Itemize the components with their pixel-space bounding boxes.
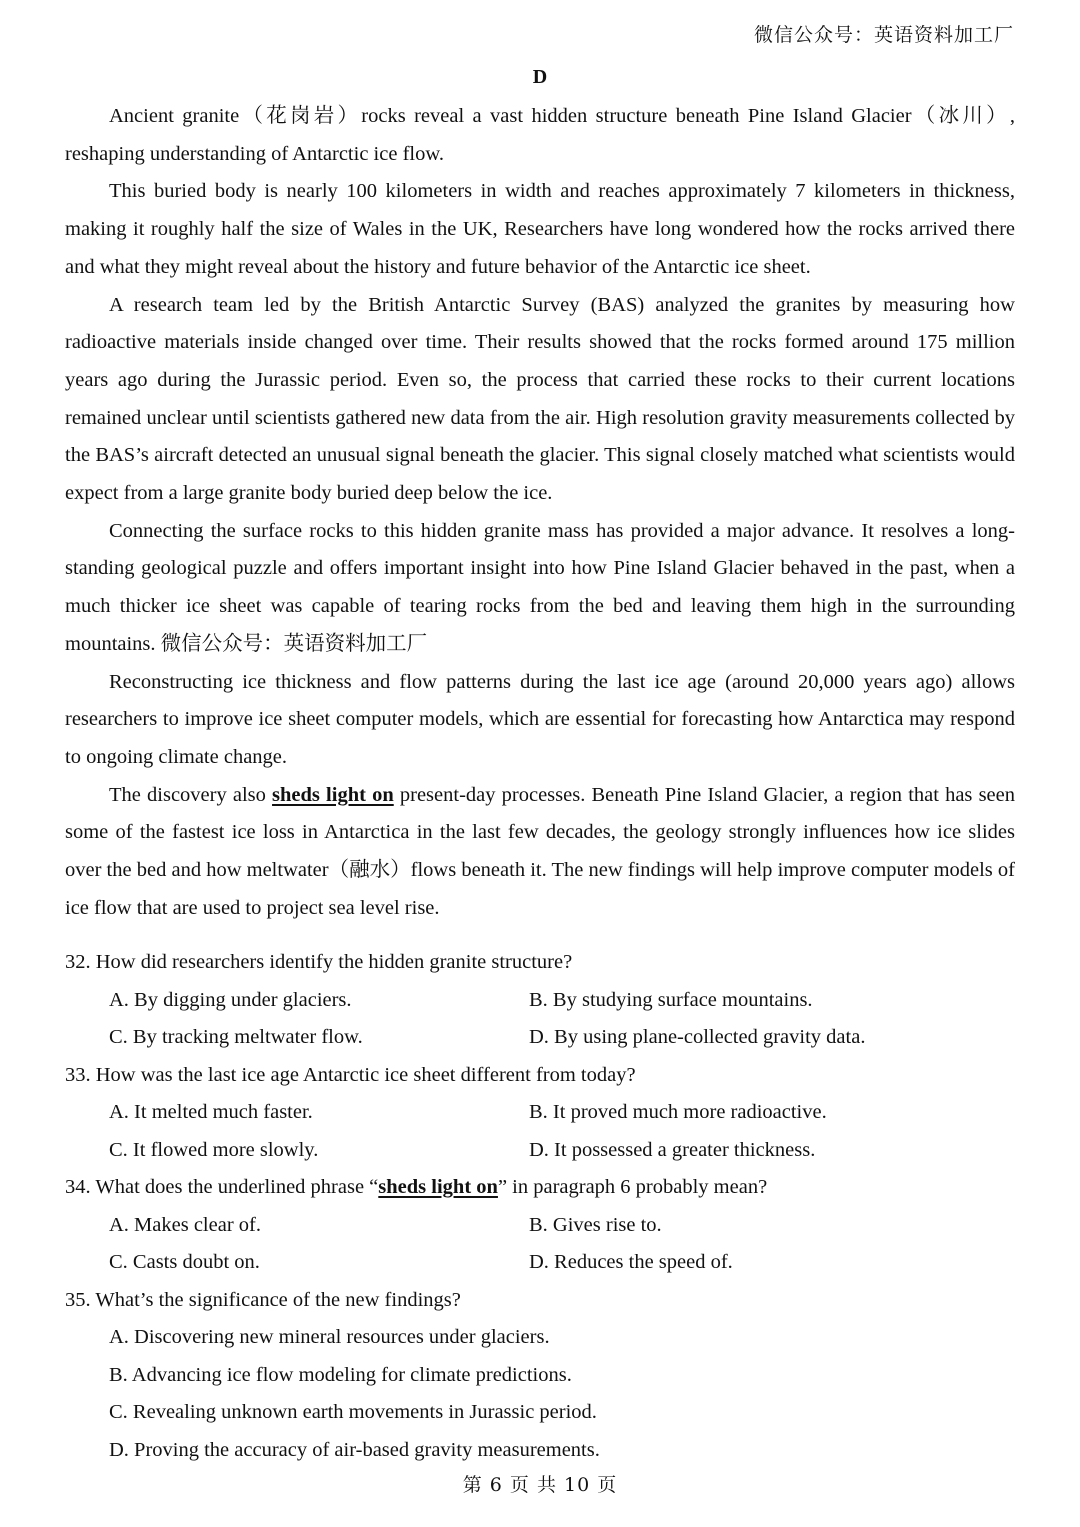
question-32-option-c[interactable]: C. By tracking meltwater flow. — [109, 1026, 363, 1048]
question-35-option-c[interactable]: C. Revealing unknown earth movements in Jurassic period. — [109, 1401, 597, 1423]
question-32-option-d[interactable]: D. By using plane-collected gravity data. — [529, 1026, 866, 1048]
question-34-stem-after: ” in paragraph 6 probably mean? — [497, 1176, 768, 1198]
question-32-options-row-2 — [65, 1019, 1015, 1057]
question-34-underlined-phrase: sheds light on — [378, 1176, 498, 1198]
section-title: D — [532, 66, 548, 88]
question-34-stem-before: 34. What does the underlined phrase “ — [65, 1176, 379, 1198]
question-34-options-row-1 — [65, 1207, 1015, 1245]
question-list — [65, 944, 1015, 1469]
question-33-option-d[interactable]: D. It possessed a greater thickness. — [529, 1138, 816, 1161]
question-33-option-c[interactable]: C. It flowed more slowly. — [109, 1138, 319, 1161]
question-35-option-d[interactable]: D. Proving the accuracy of air-based gravity measurements. — [109, 1438, 600, 1461]
question-34-option-c[interactable]: C. Casts doubt on. — [109, 1251, 260, 1273]
question-33-options-row-2 — [65, 1132, 1015, 1170]
paragraph-2: This buried body is nearly 100 kilometers in width and reaches approximately 7 kilometers in thickness, making it roughly half the size of Wales in the UK, Researchers have long wondered how the rocks arrived there and what they might reveal about the history and future behavior of the Antarctic ice sheet. — [65, 180, 1015, 278]
underlined-phrase: sheds light on — [272, 783, 394, 806]
paragraph-3: A research team led by the British Antarctic Survey (BAS) analyzed the granites by measuring how radioactive materials inside changed over time. Their results showed that the rocks formed around 175 million years ago during the Jurassic period. Even so, the process that carried these rocks to their current locations remained unclear until scientists gathered new data from the air. High resolution gravity measurements collected by the BAS’s aircraft detected an unusual signal beneath the glacier. This signal closely matched what scientists would expect from a large granite body buried deep below the ice. — [65, 293, 1015, 505]
question-34-option-b[interactable]: B. Gives rise to. — [529, 1213, 662, 1236]
question-34-stem — [65, 1169, 1015, 1207]
paragraph-5: Reconstructing ice thickness and flow patterns during the last ice age (around 20,000 years ago) allows researchers to improve ice sheet computer models, which are essential for forecasting how Antarctica may respond to ongoing climate change. — [65, 670, 1015, 768]
paragraph-1: Ancient granite（花岗岩）rocks reveal a vast hidden structure beneath Pine Island Glacier（冰川）, reshaping understanding of Antarctic ice flow. — [65, 105, 1015, 165]
question-32-option-b[interactable]: B. By studying surface mountains. — [529, 988, 813, 1011]
question-34-options-row-2 — [65, 1244, 1015, 1282]
question-32-option-a[interactable]: A. By digging under glaciers. — [109, 988, 352, 1011]
question-33-option-a[interactable]: A. It melted much faster. — [109, 1101, 313, 1123]
question-33-option-b[interactable]: B. It proved much more radioactive. — [529, 1101, 827, 1123]
question-34-option-a[interactable]: A. Makes clear of. — [109, 1213, 261, 1236]
question-32-options-row-1 — [65, 982, 1015, 1020]
paragraph-4: Connecting the surface rocks to this hidden granite mass has provided a major advance. It resolves a long-standing geological puzzle and offers important insight into how Pine Island Glacier behaved in the past, when a much thicker ice sheet was capable of tearing rocks from the bed and leaving them high in the surrounding mountains. 微信公众号：英语资料加工厂 — [65, 519, 1015, 655]
paragraph-6-before: The discovery also — [109, 783, 273, 806]
paragraph-6 — [65, 777, 1015, 928]
page-number: 第 6 页 共 10 页 — [462, 1474, 618, 1496]
reading-passage — [65, 98, 1015, 927]
question-32-stem: 32. How did researchers identify the hidden granite structure? — [65, 951, 573, 973]
question-33-stem: 33. How was the last ice age Antarctic ice sheet different from today? — [65, 1063, 636, 1086]
paragraph-6-after: present-day processes. Beneath Pine Island Glacier, a region that has seen some of the fastest ice loss in Antarctica in the last few decades, the geology strongly influences how ice slides over the bed and how meltwater（融水）flows beneath it. The new findings will help improve computer models of ice flow that are used to project sea level rise. — [65, 783, 1015, 919]
question-35-option-b[interactable]: B. Advancing ice flow modeling for climate predictions. — [109, 1363, 572, 1386]
header-watermark: 微信公众号：英语资料加工厂 — [753, 24, 1014, 46]
question-34-option-d[interactable]: D. Reduces the speed of. — [529, 1251, 733, 1273]
question-35-stem: 35. What’s the significance of the new findings? — [65, 1288, 461, 1311]
question-33-options-row-1 — [65, 1094, 1015, 1132]
question-35-option-a[interactable]: A. Discovering new mineral resources under glaciers. — [109, 1326, 550, 1348]
